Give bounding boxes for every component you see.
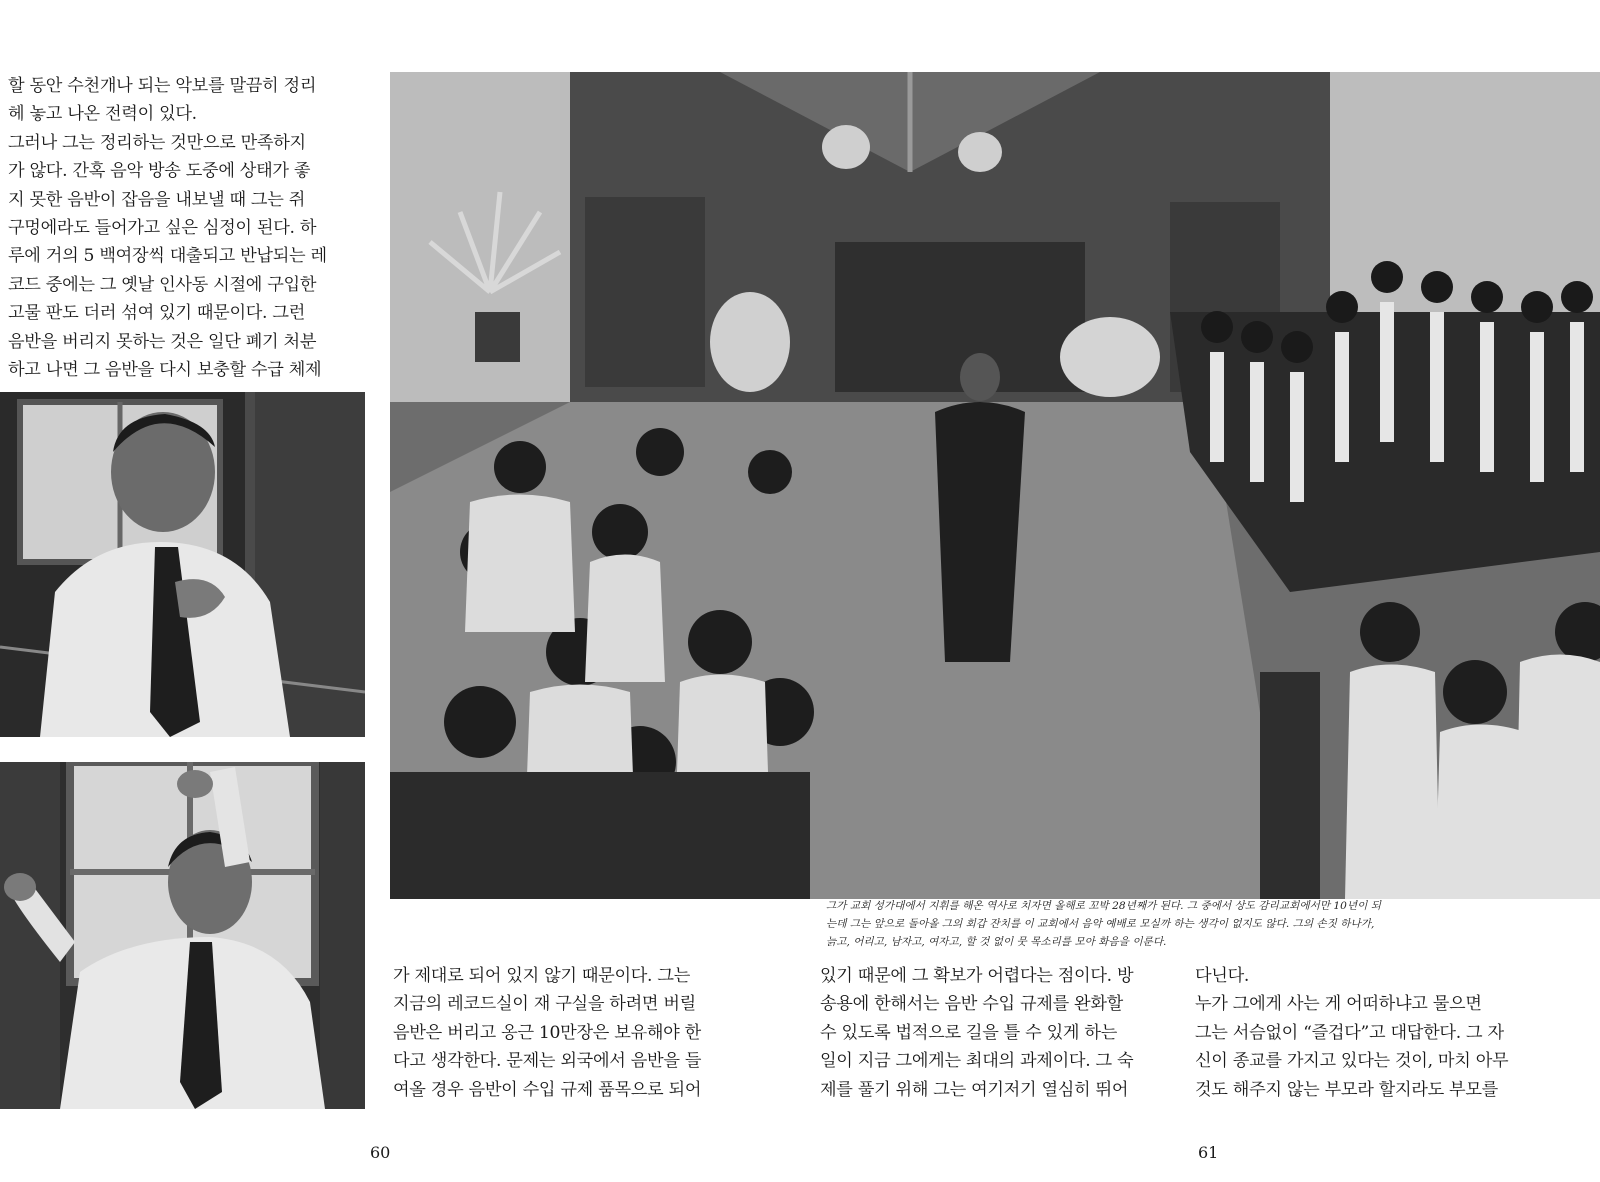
text-line: 가 제대로 되어 있지 않기 때문이다. 그는 bbox=[393, 966, 690, 986]
text-line: 그는 서슴없이 “즐겁다”고 대답한다. 그 자 bbox=[1195, 1022, 1504, 1043]
text-line: 그러나 그는 정리하는 것만으로 만족하지 bbox=[8, 132, 306, 153]
text-line: 구멍에라도 들어가고 싶은 심정이 된다. 하 bbox=[8, 218, 317, 239]
text-line: 것도 해주지 않는 부모라 할지라도 부모를 bbox=[1195, 1079, 1498, 1100]
text-line: 있기 때문에 그 확보가 어렵다는 점이다. 방 bbox=[820, 966, 1134, 986]
text-line: 제를 풀기 위해 그는 여기저기 열심히 뛰어 bbox=[820, 1079, 1129, 1100]
text-line: 하고 나면 그 음반을 다시 보충할 수급 체제 bbox=[8, 360, 322, 381]
text-line: 다닌다. bbox=[1195, 966, 1250, 986]
text-line: 음반은 버리고 옹근 10만장은 보유해야 한 bbox=[393, 1022, 701, 1043]
bottom-right-paragraph bbox=[1195, 962, 1535, 1104]
bottom-left-paragraph bbox=[393, 962, 743, 1104]
text-line: 신이 종교를 가지고 있다는 것이, 마치 아무 bbox=[1195, 1051, 1509, 1072]
text-line: 누가 그에게 사는 게 어떠하냐고 물으면 bbox=[1195, 994, 1482, 1015]
page-number-left: 60 bbox=[370, 1143, 391, 1162]
page-number-right: 61 bbox=[1198, 1143, 1219, 1162]
caption-line: 는데 그는 앞으로 돌아올 그의 회갑 잔치를 이 교회에서 음악 예배로 모실까 하는 생각이 없지도 않다. 그의 손짓 하나가, bbox=[826, 918, 1375, 930]
text-line: 송용에 한해서는 음반 수입 규제를 완화할 bbox=[820, 994, 1123, 1015]
photo-caption bbox=[826, 897, 1596, 951]
text-line: 지 못한 음반이 잡음을 내보낼 때 그는 쥐 bbox=[8, 189, 305, 210]
text-line: 지금의 레코드실이 재 구실을 하려면 버릴 bbox=[393, 994, 696, 1015]
text-line: 일이 지금 그에게는 최대의 과제이다. 그 숙 bbox=[820, 1051, 1134, 1072]
church-choir-photo bbox=[390, 72, 1600, 899]
top-paragraph bbox=[8, 72, 368, 384]
caption-line: 늙고, 어리고, 남자고, 여자고, 할 것 없이 뭇 목소리를 모아 화음을 이룬다. bbox=[826, 936, 1167, 948]
text-line: 코드 중에는 그 옛날 인사동 시절에 구입한 bbox=[8, 274, 317, 295]
text-line: 여올 경우 음반이 수입 규제 품목으로 되어 bbox=[393, 1079, 702, 1100]
text-line: 다고 생각한다. 문제는 외국에서 음반을 들 bbox=[393, 1051, 702, 1072]
conductor-portrait-photo bbox=[0, 392, 365, 737]
text-line: 음반을 버리지 못하는 것은 일단 폐기 처분 bbox=[8, 331, 317, 352]
text-line: 수 있도록 법적으로 길을 틀 수 있게 하는 bbox=[820, 1022, 1117, 1043]
text-line: 고물 판도 더러 섞여 있기 때문이다. 그런 bbox=[8, 303, 305, 324]
text-line: 헤 놓고 나온 전력이 있다. bbox=[8, 104, 197, 125]
text-line: 할 동안 수천개나 되는 악보를 말끔히 정리 bbox=[8, 76, 317, 96]
conductor-raised-arm-photo bbox=[0, 762, 365, 1109]
text-line: 루에 거의 5 백여장씩 대출되고 반납되는 레 bbox=[8, 246, 327, 267]
bottom-middle-paragraph bbox=[820, 962, 1160, 1104]
text-line: 가 않다. 간혹 음악 방송 도중에 상태가 좋 bbox=[8, 161, 311, 182]
caption-line: 그가 교회 성가대에서 지휘를 해온 역사로 치자면 올해로 꼬박 28년째가 된다. 그 중에서 상도 감리교회에서만 10년이 되 bbox=[826, 900, 1381, 912]
